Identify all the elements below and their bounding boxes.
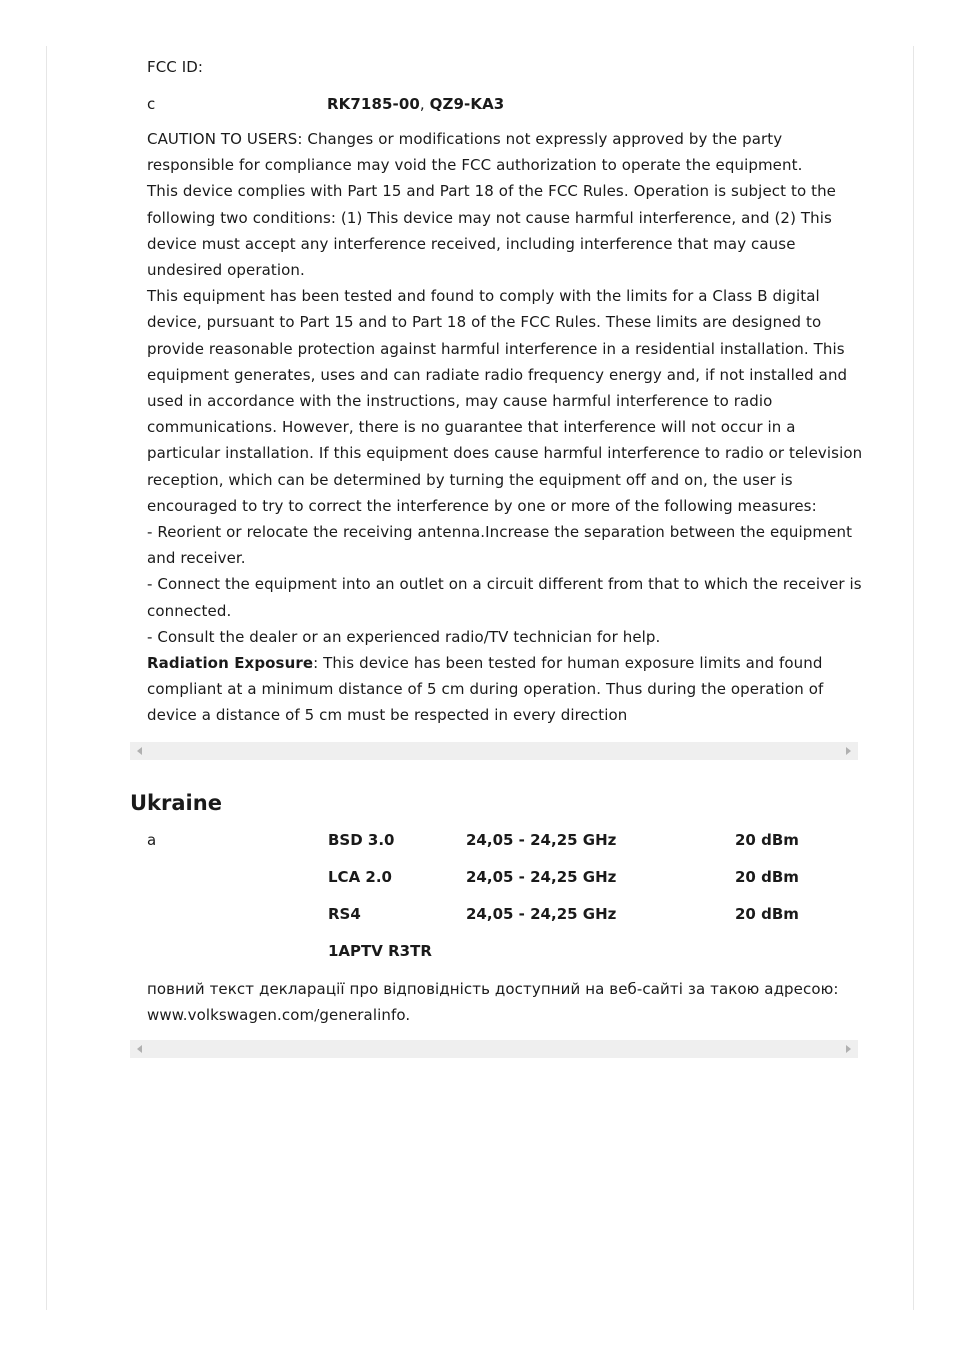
frequency-range: 24,05 - 24,25 GHz xyxy=(466,868,617,886)
power-value: 20 dBm xyxy=(735,905,799,923)
table-row xyxy=(147,937,867,974)
fcc-line: reception, which can be determined by turning the equipment off and on, the user is xyxy=(147,470,793,489)
fcc-line: CAUTION TO USERS: Changes or modifications not expressly approved by the party xyxy=(147,130,783,148)
fcc-line: This equipment has been tested and found to comply with the limits for a Class B digital xyxy=(147,287,820,306)
ukraine-declaration-text xyxy=(147,976,867,1028)
fcc-id-1: RK7185-00 xyxy=(327,95,420,113)
radiation-exposure-label: Radiation Exposure xyxy=(147,654,314,673)
fcc-line: responsible for compliance may void the FCC authorization to operate the equipment. xyxy=(147,156,803,175)
power-value: 20 dBm xyxy=(735,868,799,886)
device-name: 1APTV R3TR xyxy=(328,942,432,960)
scroll-left-arrow-icon[interactable] xyxy=(137,747,142,755)
section-heading-ukraine: Ukraine xyxy=(130,791,222,815)
horizontal-scrollbar[interactable] xyxy=(130,742,858,760)
frequency-range: 24,05 - 24,25 GHz xyxy=(466,831,617,849)
fcc-row-letter: c xyxy=(147,95,156,113)
fcc-line: - Connect the equipment into an outlet on a circuit different from that to which the receiver is xyxy=(147,575,862,594)
table-row xyxy=(147,900,867,937)
fcc-line: undesired operation. xyxy=(147,261,305,280)
fcc-line: used in accordance with the instructions, may cause harmful interference to radio xyxy=(147,392,773,411)
fcc-line: particular installation. If this equipment does cause harmful interference to radio or television xyxy=(147,444,863,463)
page-frame-left xyxy=(46,46,47,1310)
fcc-line: connected. xyxy=(147,601,232,620)
fcc-line: communications. However, there is no guarantee that interference will not occur in a xyxy=(147,418,796,437)
table-row xyxy=(147,863,867,900)
device-name: BSD 3.0 xyxy=(328,831,395,849)
declaration-line: повний текст декларації про відповідність доступний на веб-сайті за такою адресою: xyxy=(147,980,839,998)
fcc-id-separator: , xyxy=(419,95,430,113)
device-name: LCA 2.0 xyxy=(328,868,392,886)
fcc-id-row xyxy=(147,91,867,117)
fcc-statement xyxy=(147,126,867,729)
declaration-url: www.volkswagen.com/generalinfo. xyxy=(147,1006,411,1025)
fcc-line: and receiver. xyxy=(147,549,246,568)
page-frame-right xyxy=(913,46,914,1310)
fcc-id-2: QZ9-KA3 xyxy=(429,95,505,113)
fcc-line: encouraged to try to correct the interference by one or more of the following measures: xyxy=(147,496,817,515)
fcc-line: - Reorient or relocate the receiving antenna.Increase the separation between the equipment xyxy=(147,523,853,542)
radiation-exposure-text: : This device has been tested for human exposure limits and found xyxy=(313,654,823,673)
fcc-id-values xyxy=(327,91,504,117)
fcc-line: - Consult the dealer or an experienced radio/TV technician for help. xyxy=(147,627,661,646)
ukraine-table xyxy=(147,826,867,974)
row-letter: a xyxy=(147,831,157,849)
fcc-line: compliant at a minimum distance of 5 cm during operation. Thus during the operation of xyxy=(147,680,824,699)
device-name: RS4 xyxy=(328,905,361,923)
fcc-line: device must accept any interference received, including interference that may cause xyxy=(147,234,796,253)
scroll-right-arrow-icon[interactable] xyxy=(846,1045,851,1053)
table-row xyxy=(147,826,867,863)
fcc-line: device a distance of 5 cm must be respected in every direction xyxy=(147,706,628,725)
scroll-left-arrow-icon[interactable] xyxy=(137,1045,142,1053)
fcc-line: device, pursuant to Part 15 and to Part 18 of the FCC Rules. These limits are designed to xyxy=(147,313,822,332)
fcc-line: equipment generates, uses and can radiate radio frequency energy and, if not installed and xyxy=(147,365,848,384)
horizontal-scrollbar[interactable] xyxy=(130,1040,858,1058)
fcc-id-title: FCC ID: xyxy=(147,58,204,76)
fcc-line: This device complies with Part 15 and Part 18 of the FCC Rules. Operation is subject to the xyxy=(147,182,837,201)
radiation-exposure-line xyxy=(147,650,867,676)
fcc-line: provide reasonable protection against harmful interference in a residential installation. This xyxy=(147,339,845,358)
fcc-line: following two conditions: (1) This device may not cause harmful interference, and (2) This xyxy=(147,208,832,227)
power-value: 20 dBm xyxy=(735,831,799,849)
scroll-right-arrow-icon[interactable] xyxy=(846,747,851,755)
frequency-range: 24,05 - 24,25 GHz xyxy=(466,905,617,923)
